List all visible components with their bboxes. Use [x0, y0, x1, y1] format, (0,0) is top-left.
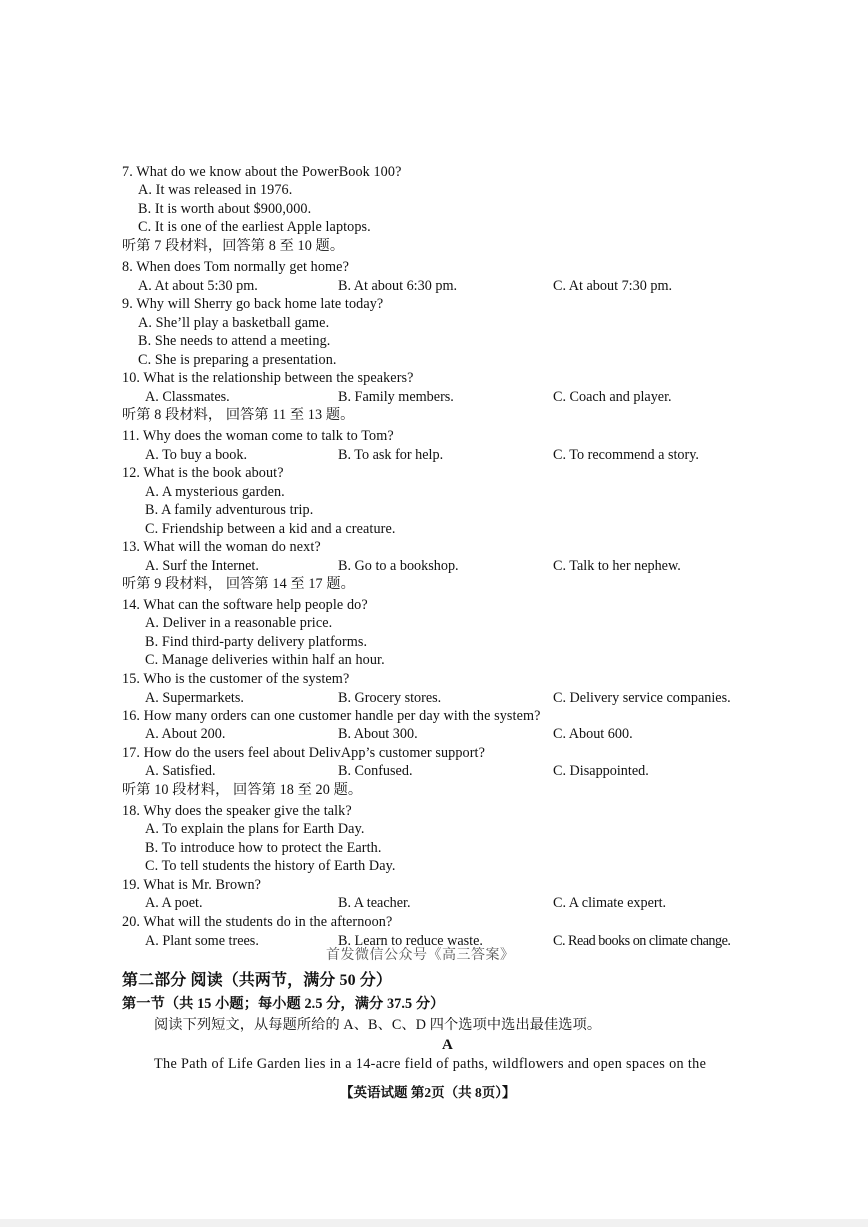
question-14: 14. What can the software help people do? — [122, 597, 368, 613]
question-11: 11. Why does the woman come to talk to Tom? — [122, 428, 394, 444]
question-8: 8. When does Tom normally get home? — [122, 259, 349, 275]
question-15: 15. Who is the customer of the system? — [122, 671, 350, 687]
q11-option-b: B. To ask for help. — [338, 447, 444, 463]
q7-option-a: A. It was released in 1976. — [138, 182, 293, 198]
q17-option-a: A. Satisfied. — [145, 763, 216, 779]
q20-option-c: C. Read books on climate change. — [553, 933, 731, 949]
q8-option-a: A. At about 5:30 pm. — [138, 278, 258, 294]
q12-option-b: B. A family adventurous trip. — [145, 502, 314, 518]
question-19: 19. What is Mr. Brown? — [122, 877, 262, 893]
question-18: 18. Why does the speaker give the talk? — [122, 803, 352, 819]
q7-option-b: B. It is worth about $900,000. — [138, 201, 312, 217]
part-2-heading: 第二部分 阅读（共两节，满分 50 分） — [122, 972, 393, 989]
q13-option-b: B. Go to a bookshop. — [338, 558, 459, 574]
q18-option-c: C. To tell students the history of Earth Day. — [145, 858, 396, 874]
q17-option-b: B. Confused. — [338, 763, 413, 779]
passage-first-line: The Path of Life Garden lies in a 14-acre field of paths, wildflowers and open spaces on the — [154, 1056, 707, 1072]
q11-option-c: C. To recommend a story. — [553, 447, 699, 463]
q10-option-a: A. Classmates. — [145, 389, 230, 405]
question-10: 10. What is the relationship between the speakers? — [122, 370, 414, 386]
page-footer: 【英语试题 第2页（共 8页）】 — [340, 1085, 516, 1100]
instruction-9: 听第 9 段材料， 回答第 14 至 17 题。 — [122, 576, 355, 592]
q15-option-b: B. Grocery stores. — [338, 690, 442, 706]
question-20: 20. What will the students do in the afternoon? — [122, 914, 393, 930]
q12-option-a: A. A mysterious garden. — [145, 484, 285, 500]
q12-option-c: C. Friendship between a kid and a creature. — [145, 521, 396, 537]
q9-option-a: A. She’ll play a basketball game. — [138, 315, 330, 331]
question-7: 7. What do we know about the PowerBook 100? — [122, 164, 402, 180]
scan-edge — [0, 1219, 868, 1227]
instruction-8: 听第 8 段材料， 回答第 11 至 13 题。 — [122, 407, 355, 423]
watermark-text: 首发微信公众号《高三答案》 — [326, 948, 515, 963]
q10-option-b: B. Family members. — [338, 389, 454, 405]
q18-option-b: B. To introduce how to protect the Earth. — [145, 840, 382, 856]
question-12: 12. What is the book about? — [122, 465, 284, 481]
q16-option-c: C. About 600. — [553, 726, 633, 742]
q19-option-a: A. A poet. — [145, 895, 203, 911]
q13-option-a: A. Surf the Internet. — [145, 558, 259, 574]
q20-option-a: A. Plant some trees. — [145, 933, 259, 949]
q14-option-c: C. Manage deliveries within half an hour. — [145, 652, 385, 668]
q8-option-c: C. At about 7:30 pm. — [553, 278, 673, 294]
q18-option-a: A. To explain the plans for Earth Day. — [145, 821, 365, 837]
passage-letter: A — [442, 1037, 453, 1053]
q10-option-c: C. Coach and player. — [553, 389, 672, 405]
question-16: 16. How many orders can one customer handle per day with the system? — [122, 708, 541, 724]
q15-option-c: C. Delivery service companies. — [553, 690, 731, 706]
q16-option-a: A. About 200. — [145, 726, 226, 742]
q16-option-b: B. About 300. — [338, 726, 418, 742]
section-1-heading: 第一节（共 15 小题；每小题 2.5 分，满分 37.5 分） — [122, 996, 445, 1012]
q11-option-a: A. To buy a book. — [145, 447, 247, 463]
q9-option-c: C. She is preparing a presentation. — [138, 352, 337, 368]
q14-option-b: B. Find third-party delivery platforms. — [145, 634, 368, 650]
question-9: 9. Why will Sherry go back home late today? — [122, 296, 384, 312]
question-17: 17. How do the users feel about DelivApp’s customer support? — [122, 745, 485, 761]
q9-option-b: B. She needs to attend a meeting. — [138, 333, 331, 349]
q7-option-c: C. It is one of the earliest Apple laptops. — [138, 219, 371, 235]
question-13: 13. What will the woman do next? — [122, 539, 321, 555]
q15-option-a: A. Supermarkets. — [145, 690, 244, 706]
instruction-10: 听第 10 段材料， 回答第 18 至 20 题。 — [122, 782, 363, 798]
q14-option-a: A. Deliver in a reasonable price. — [145, 615, 333, 631]
instruction-7: 听第 7 段材料，回答第 8 至 10 题。 — [122, 238, 345, 254]
q19-option-c: C. A climate expert. — [553, 895, 667, 911]
q19-option-b: B. A teacher. — [338, 895, 411, 911]
q13-option-c: C. Talk to her nephew. — [553, 558, 681, 574]
q8-option-b: B. At about 6:30 pm. — [338, 278, 458, 294]
reading-instruction: 阅读下列短文，从每题所给的 A、B、C、D 四个选项中选出最佳选项。 — [154, 1017, 602, 1033]
q20-option-b: B. Learn to reduce waste. — [338, 933, 483, 949]
q17-option-c: C. Disappointed. — [553, 763, 649, 779]
